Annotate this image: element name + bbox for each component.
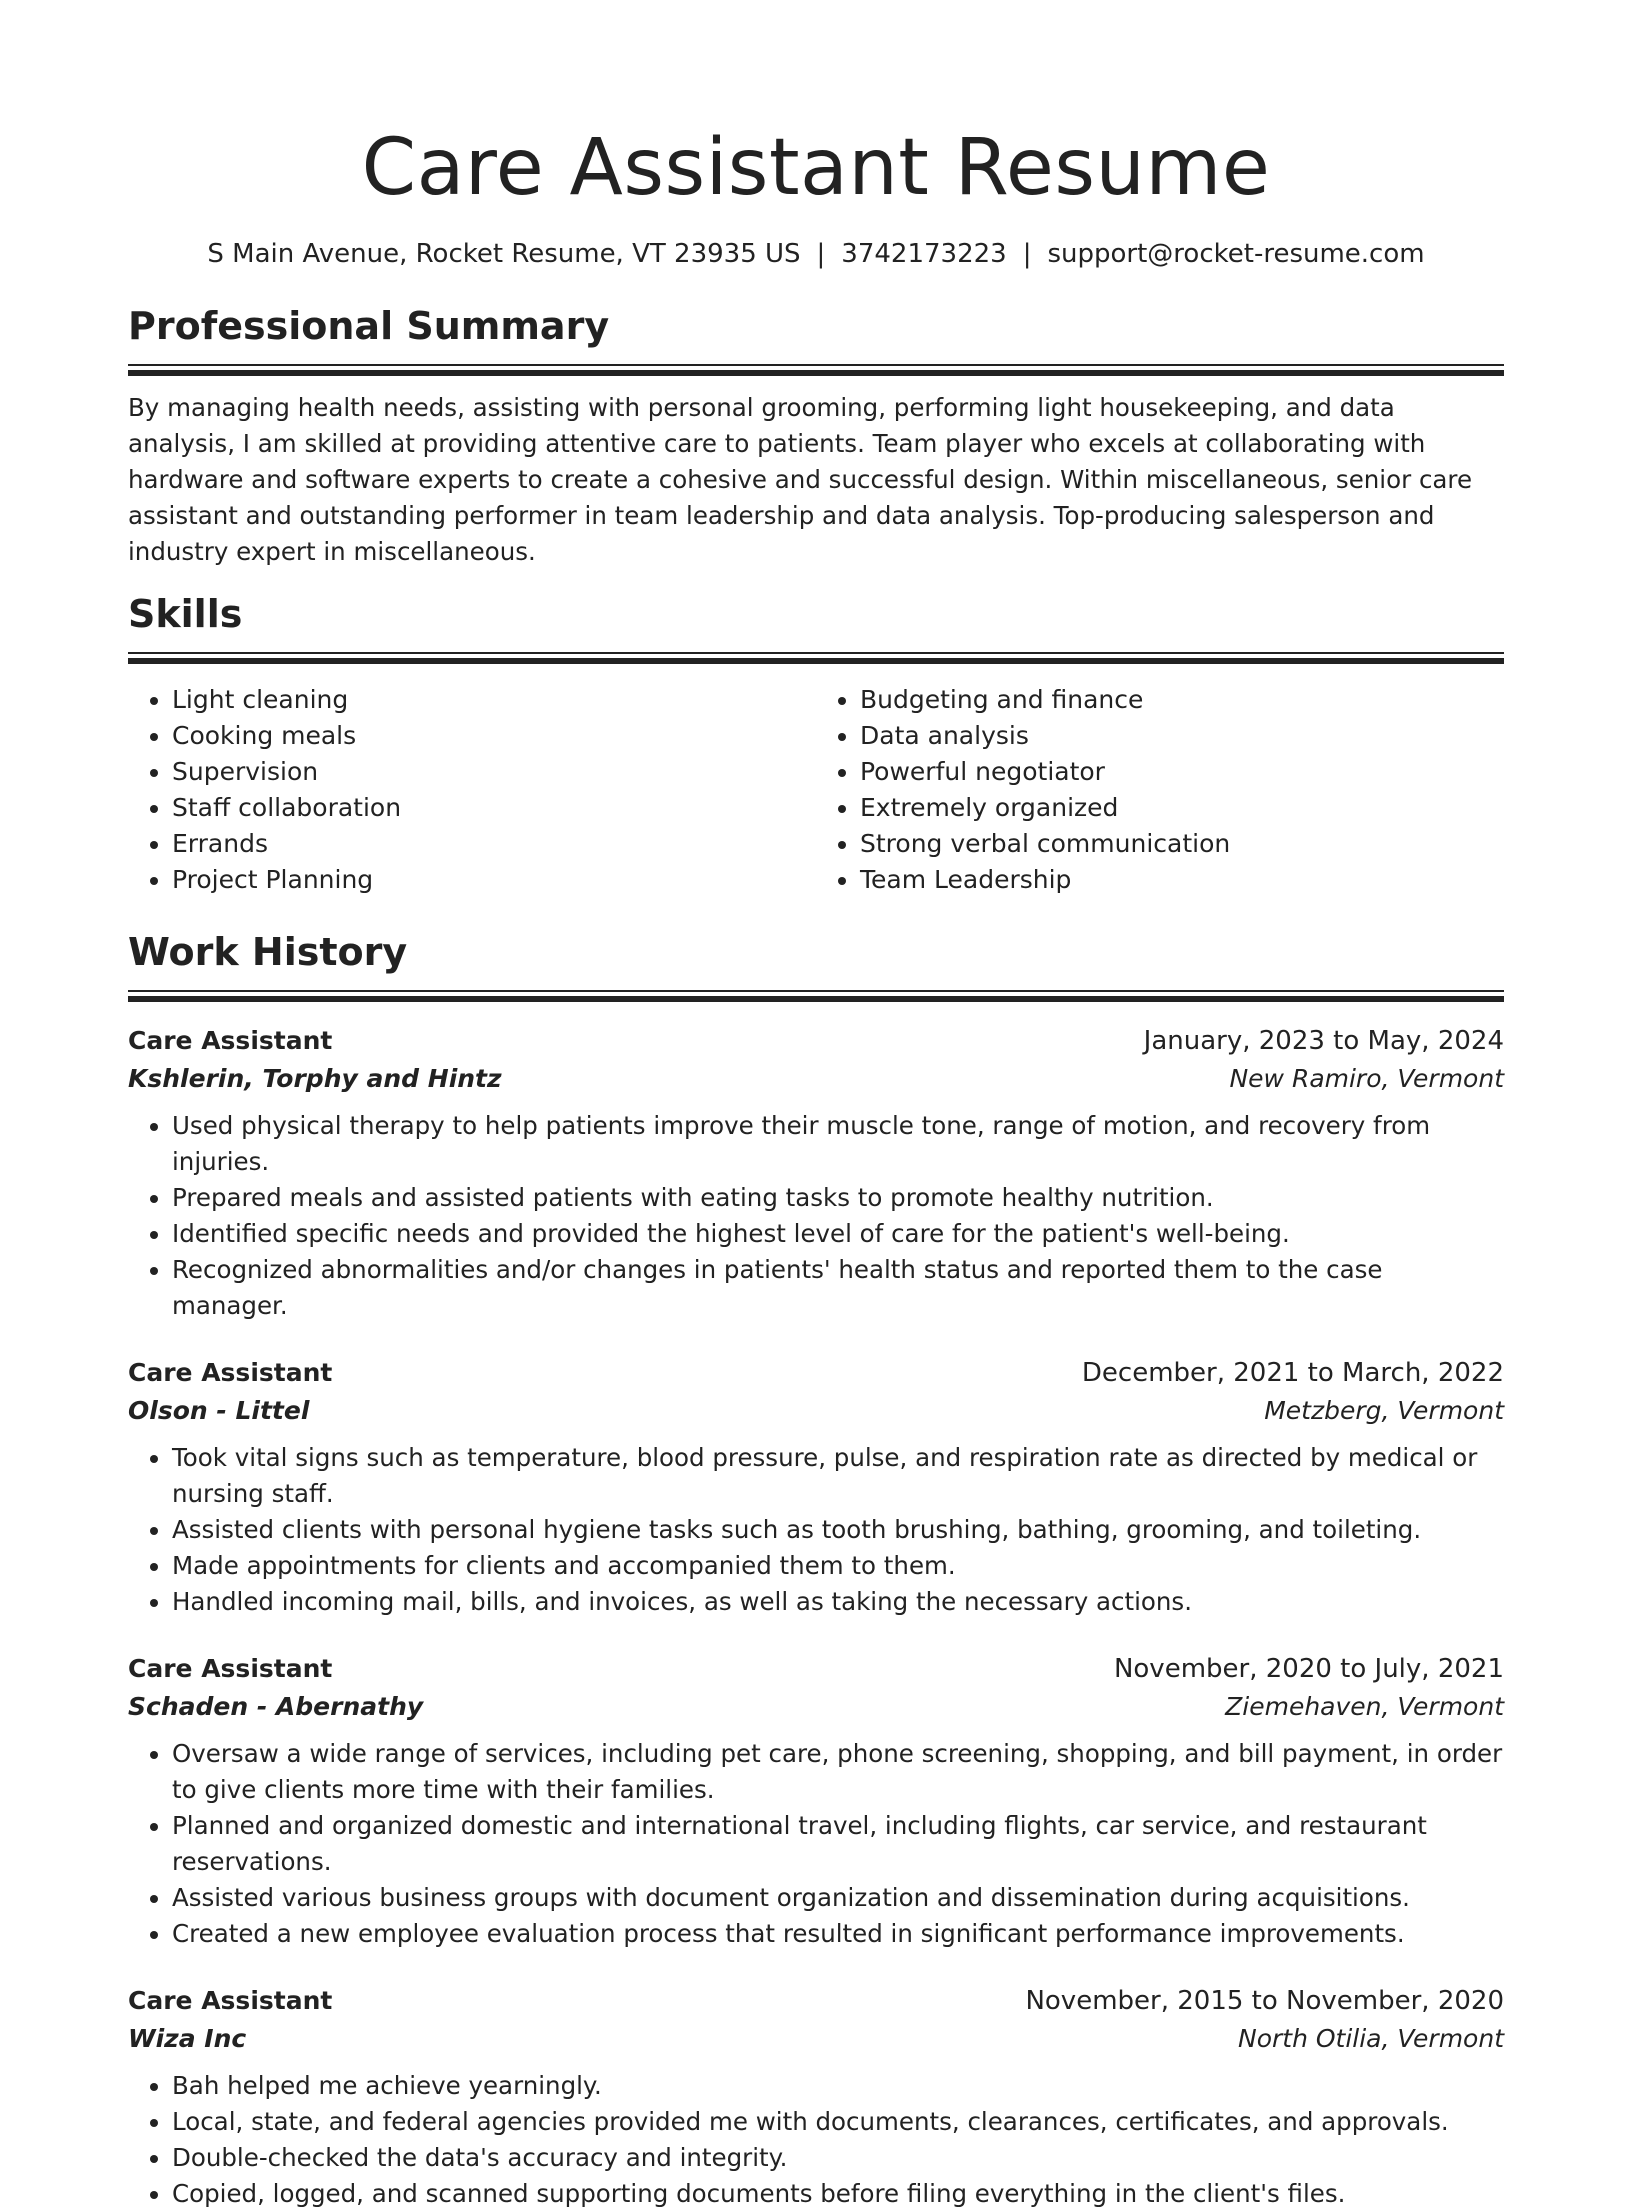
section-divider bbox=[128, 652, 1504, 664]
job-company: Kshlerin, Torphy and Hintz bbox=[128, 1064, 502, 1093]
job-title: Care Assistant bbox=[128, 1654, 333, 1683]
skills-list-right bbox=[816, 682, 1504, 898]
job-entry bbox=[128, 1354, 1504, 1620]
job-bullets bbox=[128, 2068, 1504, 2212]
skills-list-left bbox=[128, 682, 816, 898]
job-title: Care Assistant bbox=[128, 1358, 333, 1387]
job-bullet: • Oversaw a wide range of services, including pet care, phone screening, shopping, and bill payment, in order to give clients more time with their families. bbox=[172, 1736, 1504, 1808]
job-entry bbox=[128, 1022, 1504, 1324]
job-dates: November, 2020 to July, 2021 bbox=[1113, 1654, 1504, 1684]
skill-item: • Strong verbal communication bbox=[860, 826, 1504, 862]
job-bullet: • Handled incoming mail, bills, and invoices, as well as taking the necessary actions. bbox=[172, 1584, 1504, 1620]
job-dates: November, 2015 to November, 2020 bbox=[1025, 1986, 1504, 2016]
job-entry bbox=[128, 1650, 1504, 1952]
job-company: Schaden - Abernathy bbox=[128, 1692, 424, 1721]
job-bullet: • Assisted various business groups with document organization and dissemination during acquisitions. bbox=[172, 1880, 1504, 1916]
section-divider bbox=[128, 364, 1504, 376]
work-history-section bbox=[128, 928, 1504, 2212]
skills-section bbox=[128, 590, 1504, 898]
job-bullet: • Used physical therapy to help patients improve their muscle tone, range of motion, and recovery from injuries. bbox=[172, 1108, 1504, 1180]
job-bullet: • Assisted clients with personal hygiene tasks such as tooth brushing, bathing, grooming, and toileting. bbox=[172, 1512, 1504, 1548]
job-bullet: • Bah helped me achieve yearningly. bbox=[172, 2068, 1504, 2104]
skill-item: • Team Leadership bbox=[860, 862, 1504, 898]
contact-phone: 3742173223 bbox=[841, 239, 1007, 269]
skill-item: • Budgeting and finance bbox=[860, 682, 1504, 718]
job-bullet: • Recognized abnormalities and/or changes in patients' health status and reported them to the case manager. bbox=[172, 1252, 1504, 1324]
job-entry bbox=[128, 1982, 1504, 2212]
job-dates: December, 2021 to March, 2022 bbox=[1081, 1358, 1504, 1388]
job-bullet: • Took vital signs such as temperature, blood pressure, pulse, and respiration rate as directed by medical or nursing staff. bbox=[172, 1440, 1504, 1512]
job-bullet: • Prepared meals and assisted patients with eating tasks to promote healthy nutrition. bbox=[172, 1180, 1504, 1216]
job-bullets bbox=[128, 1440, 1504, 1620]
job-bullet: • Local, state, and federal agencies provided me with documents, clearances, certificates, and approvals. bbox=[172, 2104, 1504, 2140]
summary-section bbox=[128, 302, 1504, 570]
skill-item: • Project Planning bbox=[172, 862, 816, 898]
resume-page bbox=[128, 118, 1504, 2212]
job-company: Olson - Littel bbox=[128, 1396, 310, 1425]
job-bullet: • Planned and organized domestic and international travel, including flights, car service, and restaurant reservations. bbox=[172, 1808, 1504, 1880]
job-title: Care Assistant bbox=[128, 1986, 333, 2015]
skill-item: • Cooking meals bbox=[172, 718, 816, 754]
contact-separator: | bbox=[816, 239, 826, 269]
skill-item: • Supervision bbox=[172, 754, 816, 790]
skills-columns bbox=[128, 682, 1504, 898]
contact-email: support@rocket-resume.com bbox=[1047, 239, 1425, 269]
skill-item: • Light cleaning bbox=[172, 682, 816, 718]
job-bullets bbox=[128, 1736, 1504, 1952]
contact-line bbox=[128, 236, 1504, 272]
job-company: Wiza Inc bbox=[128, 2024, 247, 2053]
job-location: Metzberg, Vermont bbox=[1264, 1396, 1504, 1425]
job-dates: January, 2023 to May, 2024 bbox=[1143, 1026, 1504, 1056]
job-bullet: • Double-checked the data's accuracy and integrity. bbox=[172, 2140, 1504, 2176]
summary-text: By managing health needs, assisting with personal grooming, performing light housekeeping, and data analysis, I am skilled at providing attentive care to patients. Team player who excels at collaborating with hardware and software experts to create a cohesive and successful design. Within miscellaneous, senior care assistant and outstanding performer in team leadership and data analysis. Top-producing salesperson and industry expert in miscellaneous. bbox=[128, 393, 1473, 566]
resume-title: Care Assistant Resume bbox=[361, 123, 1271, 213]
skill-item: • Data analysis bbox=[860, 718, 1504, 754]
summary-heading: Professional Summary bbox=[128, 304, 610, 348]
section-divider bbox=[128, 990, 1504, 1002]
skill-item: • Staff collaboration bbox=[172, 790, 816, 826]
skill-item: • Powerful negotiator bbox=[860, 754, 1504, 790]
work-history-heading: Work History bbox=[128, 930, 408, 974]
contact-address: S Main Avenue, Rocket Resume, VT 23935 US bbox=[207, 239, 801, 269]
job-bullets bbox=[128, 1108, 1504, 1324]
job-bullet: • Made appointments for clients and accompanied them to them. bbox=[172, 1548, 1504, 1584]
job-bullet: • Created a new employee evaluation process that resulted in significant performance improvements. bbox=[172, 1916, 1504, 1952]
job-title: Care Assistant bbox=[128, 1026, 333, 1055]
job-location: New Ramiro, Vermont bbox=[1229, 1064, 1504, 1093]
contact-separator: | bbox=[1022, 239, 1032, 269]
skills-heading: Skills bbox=[128, 592, 243, 636]
skill-item: • Errands bbox=[172, 826, 816, 862]
skill-item: • Extremely organized bbox=[860, 790, 1504, 826]
job-location: Ziemehaven, Vermont bbox=[1225, 1692, 1504, 1721]
job-bullet: • Copied, logged, and scanned supporting documents before filing everything in the client's files. bbox=[172, 2176, 1504, 2212]
job-bullet: • Identified specific needs and provided the highest level of care for the patient's well-being. bbox=[172, 1216, 1504, 1252]
job-location: North Otilia, Vermont bbox=[1238, 2024, 1504, 2053]
